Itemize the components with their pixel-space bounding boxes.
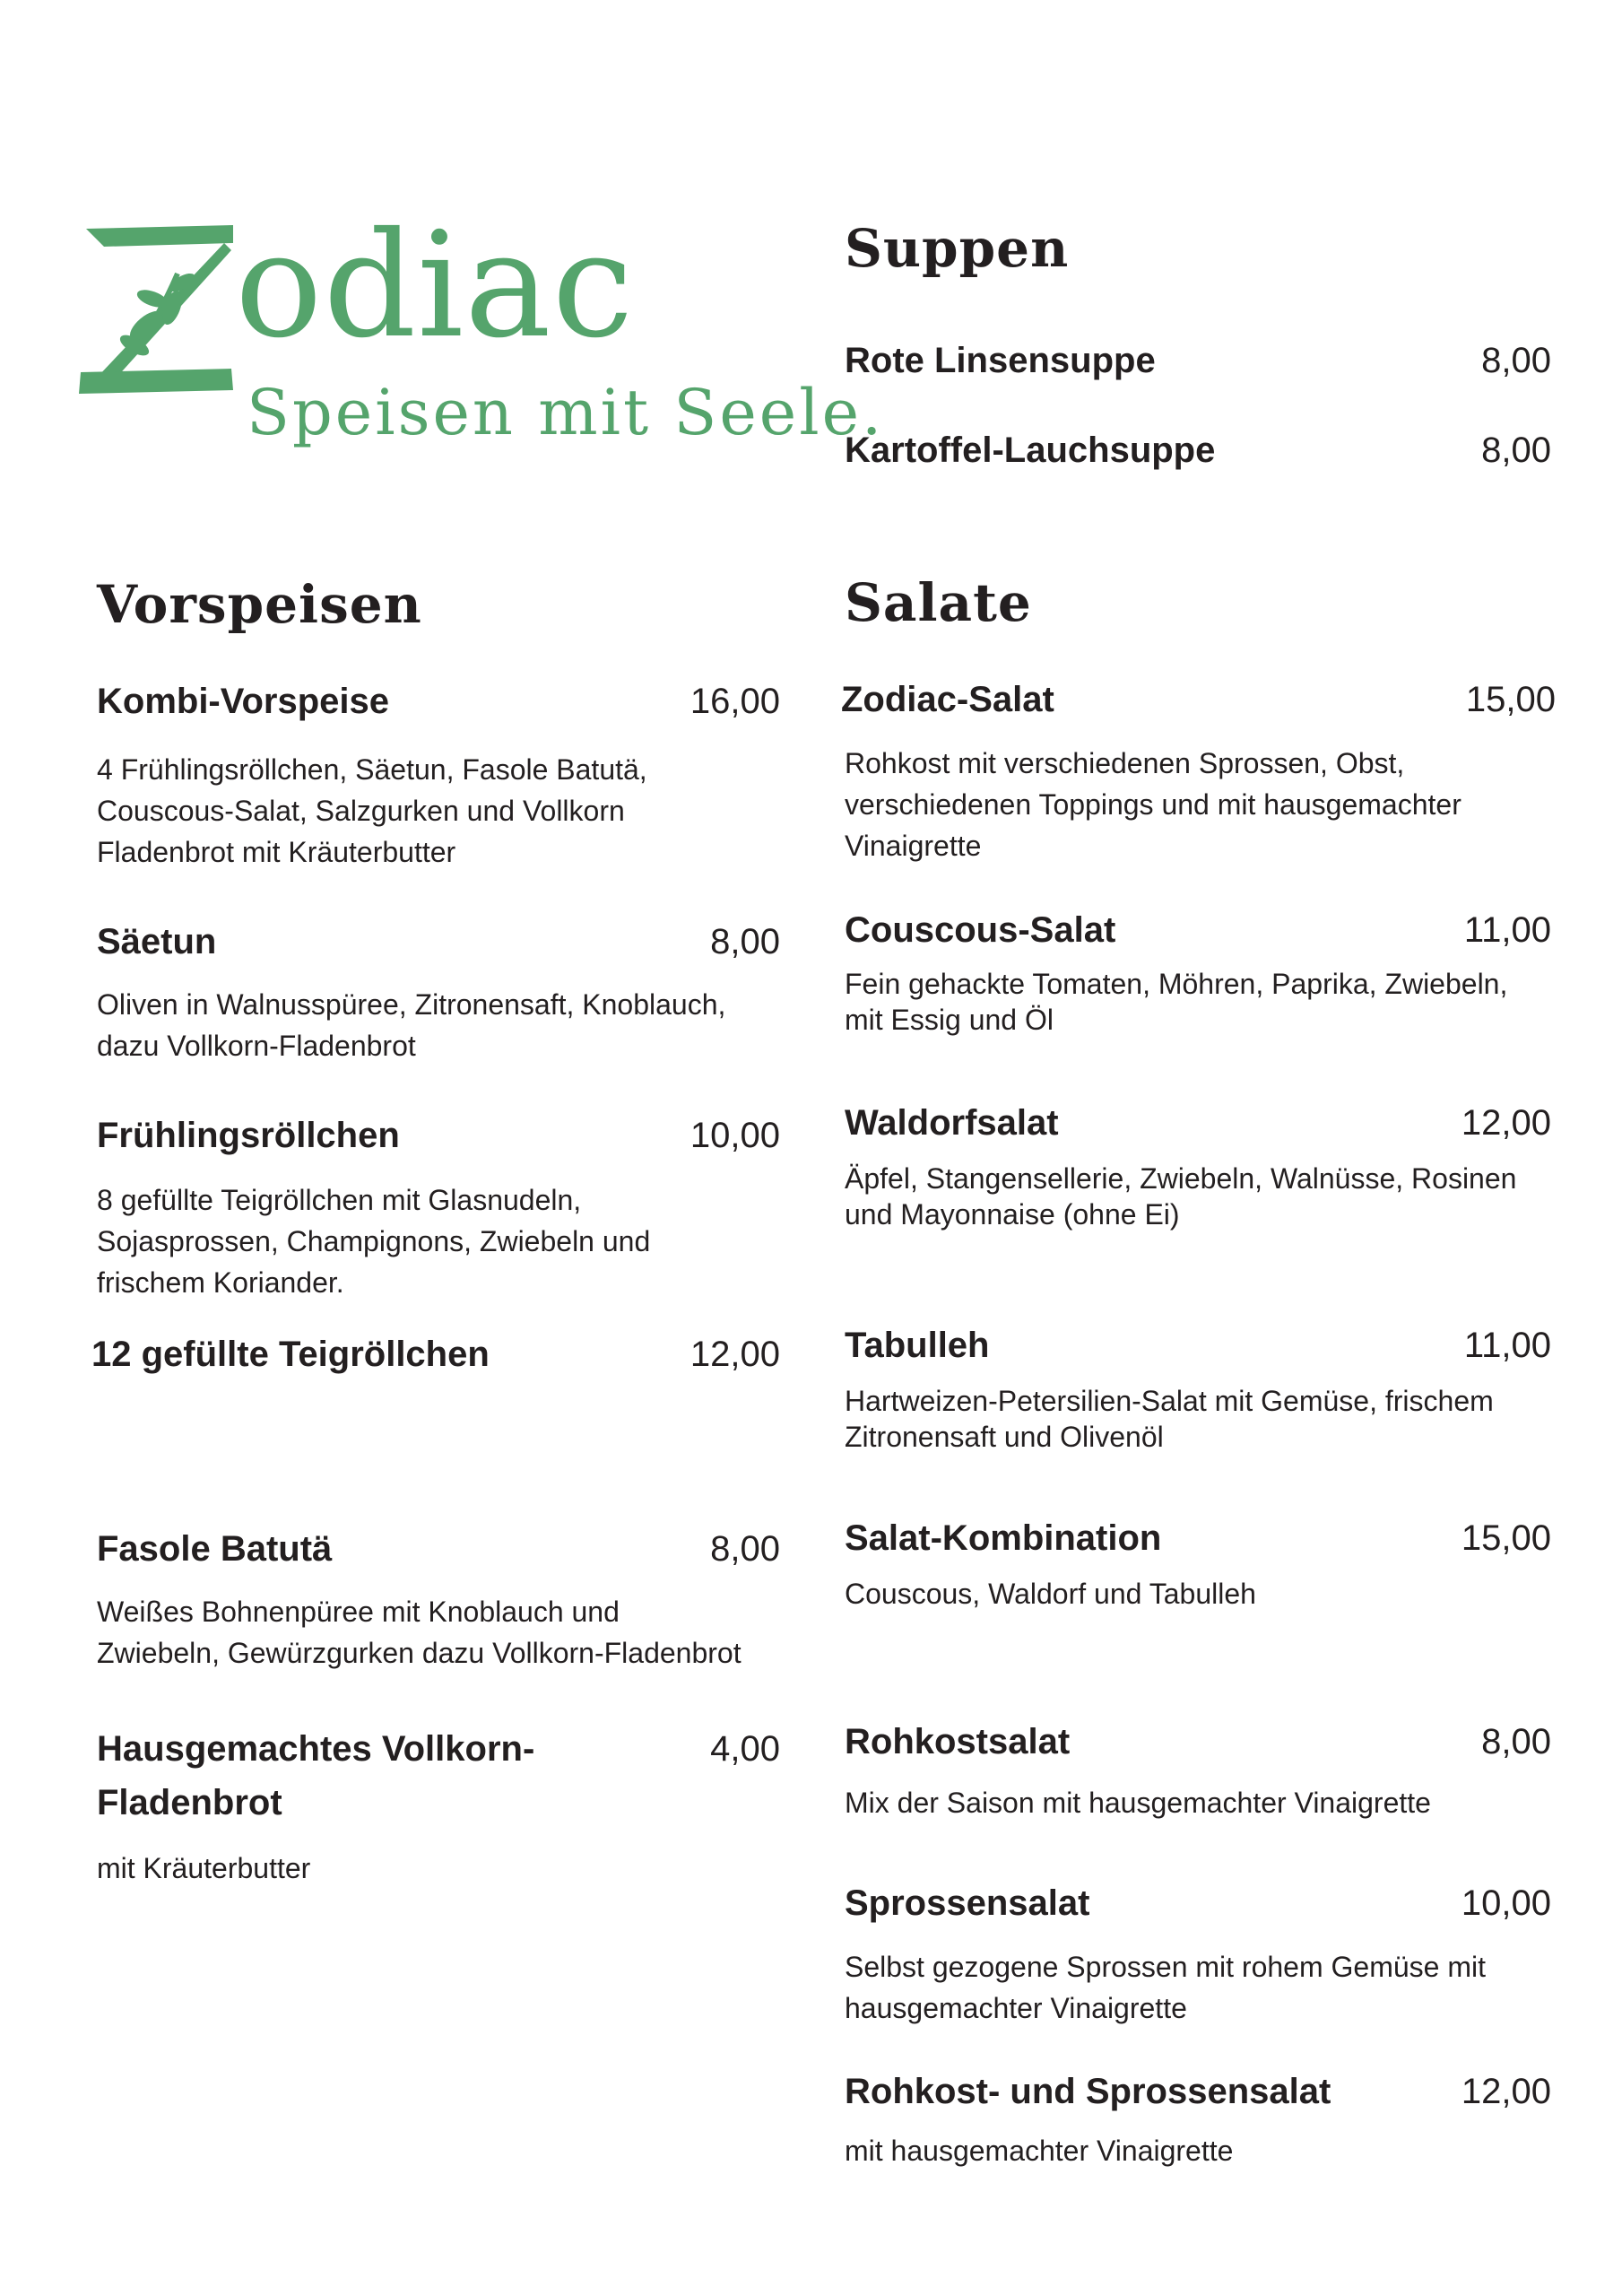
description-line: verschiedenen Toppings und mit hausgemachter <box>845 788 1462 821</box>
description-line: Rohkost mit verschiedenen Sprossen, Obst, <box>845 747 1405 779</box>
leaf-z-logo-icon <box>79 220 240 399</box>
item-name: Rohkostsalat <box>845 1722 1071 1761</box>
section-title-vorspeisen: Vorspeisen <box>97 574 422 635</box>
description-line: Weißes Bohnenpüree mit Knoblauch und <box>97 1596 620 1628</box>
item-name: Kartoffel-Lauchsuppe <box>845 430 1216 470</box>
item-name: Rohkost- und Sprossensalat <box>845 2072 1331 2111</box>
item-description <box>845 743 1553 866</box>
item-name: Rote Linsensuppe <box>845 341 1156 380</box>
description-line: Sojasprossen, Champignons, Zwiebeln und <box>97 1225 651 1257</box>
description-line: Vinaigrette <box>845 830 982 862</box>
description-line: und Mayonnaise (ohne Ei) <box>845 1198 1180 1231</box>
description-line: Selbst gezogene Sprossen mit rohem Gemüse mit <box>845 1951 1486 1983</box>
description-line: Couscous, Waldorf und Tabulleh <box>845 1578 1256 1610</box>
description-line: dazu Vollkorn-Fladenbrot <box>97 1030 416 1062</box>
description-line: Mix der Saison mit hausgemachter Vinaigrette <box>845 1787 1431 1819</box>
item-price: 8,00 <box>1481 341 1551 380</box>
item-name: 12 gefüllte Teigröllchen <box>91 1335 490 1374</box>
item-price: 15,00 <box>1465 680 1556 719</box>
description-line: Fein gehackte Tomaten, Möhren, Paprika, Zwiebeln, <box>845 968 1508 1000</box>
item-price: 8,00 <box>710 1529 780 1569</box>
item-name: Waldorfsalat <box>845 1103 1059 1143</box>
description-line: Couscous-Salat, Salzgurken und Vollkorn <box>97 795 625 827</box>
item-price: 8,00 <box>710 922 780 961</box>
item-price: 12,00 <box>690 1335 780 1374</box>
item-description <box>845 1946 1553 2029</box>
item-price: 10,00 <box>1461 1883 1551 1923</box>
item-name-line: Fladenbrot <box>97 1783 282 1822</box>
description-line: hausgemachter Vinaigrette <box>845 1992 1187 2024</box>
item-name: Zodiac-Salat <box>841 680 1054 719</box>
item-description <box>97 984 805 1066</box>
item-description <box>845 966 1553 1038</box>
item-name: Kombi-Vorspeise <box>97 682 389 721</box>
item-name: Couscous-Salat <box>845 910 1116 950</box>
item-description <box>845 1161 1553 1232</box>
item-price: 11,00 <box>1463 910 1551 950</box>
item-description <box>97 749 805 873</box>
section-title-suppen: Suppen <box>845 218 1070 279</box>
description-line: 4 Frühlingsröllchen, Säetun, Fasole Batutä, <box>97 753 647 786</box>
item-name: Tabulleh <box>845 1326 990 1365</box>
item-price: 16,00 <box>690 682 780 721</box>
item-name: Fasole Batutä <box>97 1529 333 1569</box>
description-line: Zitronensaft und Olivenöl <box>845 1421 1164 1453</box>
item-price: 15,00 <box>1461 1518 1551 1558</box>
item-description <box>845 1383 1553 1455</box>
item-price: 11,00 <box>1463 1326 1551 1365</box>
description-line: Zwiebeln, Gewürzgurken dazu Vollkorn-Fladenbrot <box>97 1637 742 1669</box>
item-price: 8,00 <box>1481 1722 1551 1761</box>
logo-wordmark: odiac <box>235 202 635 370</box>
description-line: 8 gefüllte Teigröllchen mit Glasnudeln, <box>97 1184 582 1216</box>
item-description <box>97 1591 805 1674</box>
item-description <box>97 1179 805 1303</box>
item-price: 12,00 <box>1461 2072 1551 2111</box>
item-description <box>845 1785 1553 1821</box>
section-title-salate: Salate <box>845 572 1032 633</box>
item-description <box>97 1848 805 1889</box>
description-line: Hartweizen-Petersilien-Salat mit Gemüse, frischem <box>845 1385 1494 1417</box>
logo-tagline: Speisen mit Seele. <box>247 376 885 449</box>
item-name: Sprossensalat <box>845 1883 1090 1923</box>
item-price: 8,00 <box>1481 430 1551 470</box>
description-line: mit hausgemachter Vinaigrette <box>845 2135 1234 2167</box>
description-line: Fladenbrot mit Kräuterbutter <box>97 836 456 868</box>
item-name: Frühlingsröllchen <box>97 1116 400 1155</box>
item-description <box>845 1576 1553 1612</box>
item-name: Säetun <box>97 922 217 961</box>
description-line: Oliven in Walnusspüree, Zitronensaft, Knoblauch, <box>97 988 726 1021</box>
item-price: 10,00 <box>690 1116 780 1155</box>
item-name <box>97 1722 599 1830</box>
item-name: Salat-Kombination <box>845 1518 1162 1558</box>
item-name-line: Hausgemachtes Vollkorn- <box>97 1729 535 1769</box>
description-line: mit Kräuterbutter <box>97 1852 311 1884</box>
item-price: 4,00 <box>710 1729 780 1769</box>
description-line: frischem Koriander. <box>97 1266 344 1299</box>
item-price: 12,00 <box>1461 1103 1551 1143</box>
item-description <box>845 2133 1553 2169</box>
description-line: Äpfel, Stangensellerie, Zwiebeln, Walnüsse, Rosinen <box>845 1162 1517 1195</box>
description-line: mit Essig und Öl <box>845 1004 1054 1036</box>
